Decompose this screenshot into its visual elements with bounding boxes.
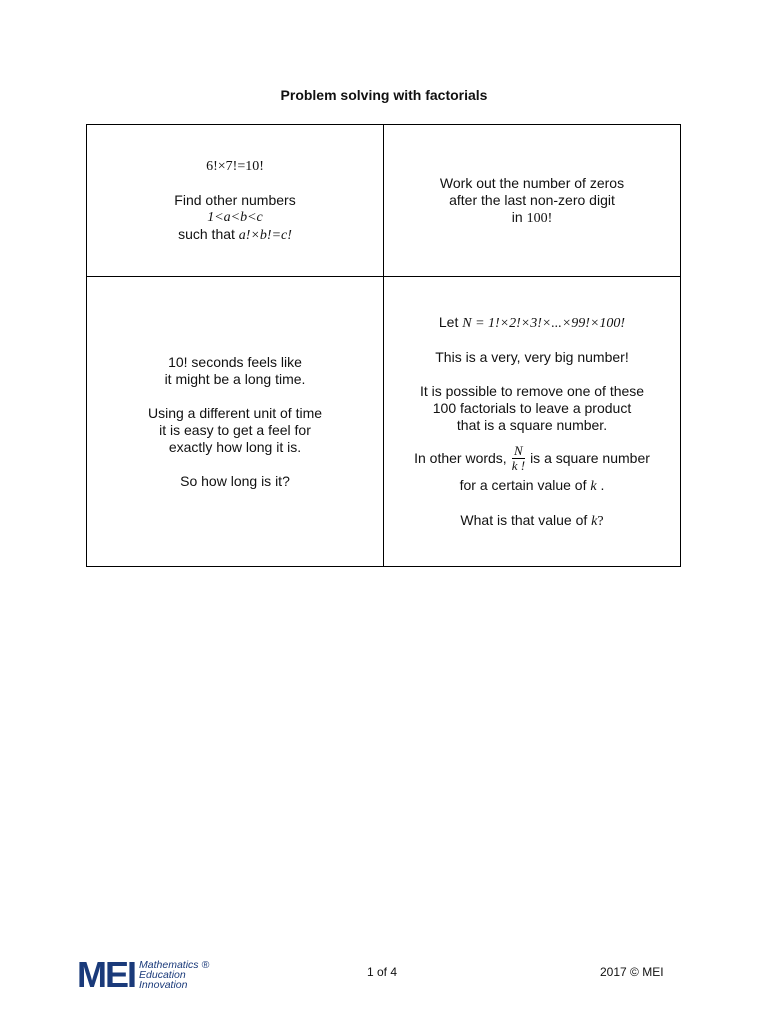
problem-card-factorial-equation [87,125,384,277]
logo-line: Education [139,969,186,981]
text-line: It is possible to remove one of these [419,382,645,399]
fraction-denominator: k ! [511,457,526,473]
logo-line: Mathematics ® [139,959,210,971]
logo-line: Innovation [139,979,188,991]
problem-card-trailing-zeros [384,125,680,277]
text-line [512,209,552,227]
fraction [510,444,527,473]
math-variable: k [590,478,597,494]
text-line [178,226,292,244]
problem-grid [86,124,681,567]
problem-card-square-product [384,277,680,566]
text-line [460,477,605,495]
page-title: Problem solving with factorials [280,87,488,103]
logo-text [139,960,209,990]
fraction-numerator: N [514,442,523,458]
text-line: 10! seconds feels like [168,353,302,370]
text-line: exactly how long it is. [168,438,302,455]
text-line: This is a very, very big number! [435,348,629,365]
mei-logo [77,954,210,995]
math-expression: 100! [526,210,553,226]
math-variable: k [591,513,598,529]
logo-mark: MEI [77,954,136,995]
inequality: 1<a<b<c [207,209,263,225]
text-line: Find other numbers [174,191,296,208]
text-prefix: In other words, [414,449,507,466]
text-suffix: is a square number [530,449,650,466]
text-line [414,444,650,473]
text-line: it is easy to get a feel for [159,421,311,438]
text-line: Work out the number of zeros [439,174,625,191]
text-line: So how long is it? [180,472,290,489]
text-prefix: for a certain value of [459,476,591,493]
text-line: that is a square number. [456,416,608,433]
problem-card-seconds [87,277,384,566]
text-prefix: such that [178,225,239,242]
text-line: it might be a long time. [164,370,306,387]
text-suffix: . [596,476,605,493]
text-line: 100 factorials to leave a product [432,399,632,416]
math-expression: N = 1!×2!×3!×...×99!×100! [462,315,626,331]
text-prefix: Let [438,313,463,330]
math-expression: a!×b!=c! [238,227,292,243]
text-prefix: What is that value of [460,511,592,528]
text-prefix: in [511,208,527,225]
page-number: 1 of 4 [367,965,398,979]
equation: 6!×7!=10! [206,158,264,174]
text-line [460,512,603,530]
text-line [439,314,625,332]
text-line: after the last non-zero digit [449,191,615,208]
text-suffix: ? [597,513,604,529]
copyright: 2017 © MEI [600,965,664,979]
text-line: Using a different unit of time [147,404,323,421]
